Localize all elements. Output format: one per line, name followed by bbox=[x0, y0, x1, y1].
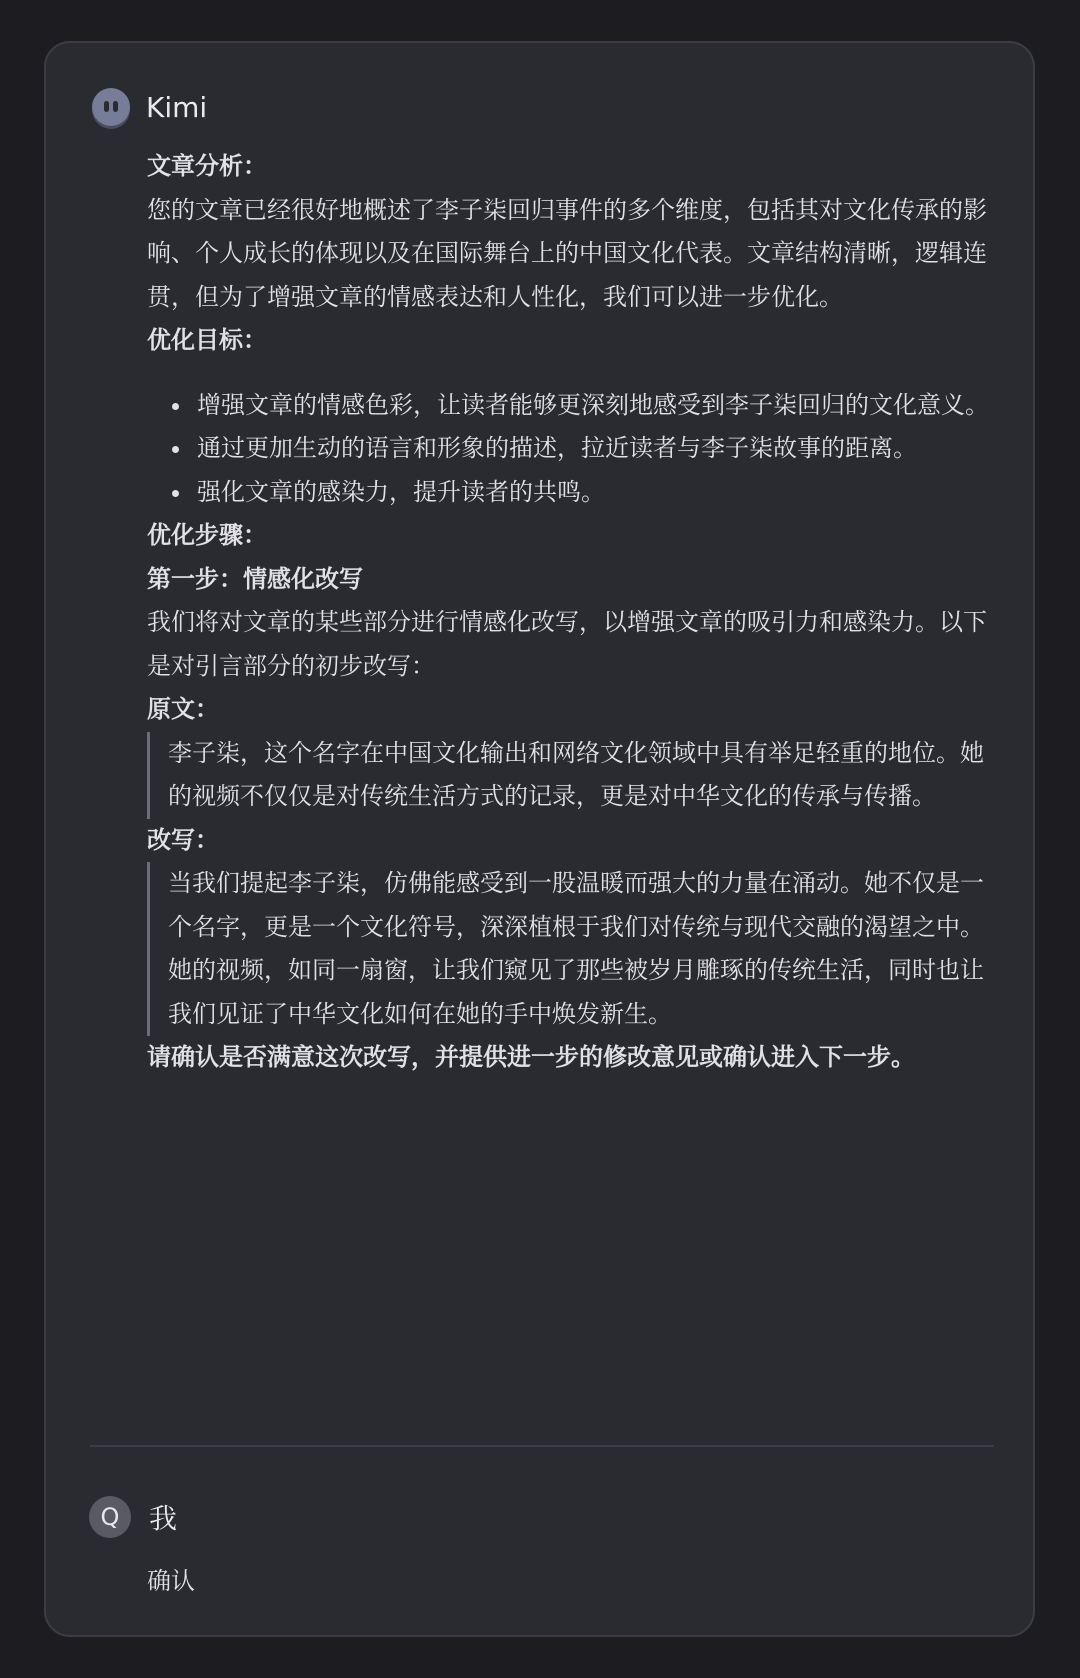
assistant-message bbox=[147, 145, 999, 1080]
steps-heading: 优化步骤： bbox=[147, 521, 267, 549]
kimi-avatar-icon bbox=[92, 88, 130, 126]
user-name: 我 bbox=[149, 1502, 178, 1535]
rewrite-heading: 改写： bbox=[147, 825, 219, 854]
list-item: 增强文章的情感色彩，让读者能够更深刻地感受到李子柒回归的文化意义。 bbox=[147, 384, 999, 428]
step1-heading: 第一步：情感化改写 bbox=[147, 564, 363, 593]
original-quote: 李子柒，这个名字在中国文化输出和网络文化领域中具有举足轻重的地位。她的视频不仅仅是对传统生活方式的记录，更是对中华文化的传承与传播。 bbox=[147, 732, 999, 819]
assistant-header bbox=[92, 85, 207, 129]
list-item: 强化文章的感染力，提升读者的共鸣。 bbox=[147, 471, 999, 515]
goals-list bbox=[147, 384, 999, 515]
original-heading: 原文： bbox=[147, 695, 219, 723]
analysis-heading: 文章分析： bbox=[147, 152, 267, 180]
user-message: 确认 bbox=[147, 1567, 195, 1595]
chat-card bbox=[44, 41, 1035, 1637]
list-item: 通过更加生动的语言和形象的描述，拉近读者与李子柒故事的距离。 bbox=[147, 427, 999, 471]
step1-text: 我们将对文章的某些部分进行情感化改写，以增强文章的吸引力和感染力。以下是对引言部分的初步改写： bbox=[147, 608, 987, 680]
message-divider bbox=[90, 1445, 994, 1447]
analysis-text: 您的文章已经很好地概述了李子柒回归事件的多个维度，包括其对文化传承的影响、个人成长的体现以及在国际舞台上的中国文化代表。文章结构清晰，逻辑连贯，但为了增强文章的情感表达和人性化，我们可以进一步优化。 bbox=[147, 195, 987, 311]
rewrite-quote: 当我们提起李子柒，仿佛能感受到一股温暖而强大的力量在涌动。她不仅是一个名字，更是一个文化符号，深深植根于我们对传统与现代交融的渴望之中。她的视频，如同一扇窗，让我们窥见了那些被岁月雕琢的传统生活，同时也让我们见证了中华文化如何在她的手中焕发新生。 bbox=[147, 862, 999, 1036]
user-avatar: Q bbox=[89, 1496, 131, 1538]
assistant-name: Kimi bbox=[146, 90, 208, 124]
user-header bbox=[89, 1495, 177, 1539]
goals-heading: 优化目标： bbox=[147, 326, 267, 354]
confirm-prompt: 请确认是否满意这次改写，并提供进一步的修改意见或确认进入下一步。 bbox=[147, 1043, 915, 1071]
